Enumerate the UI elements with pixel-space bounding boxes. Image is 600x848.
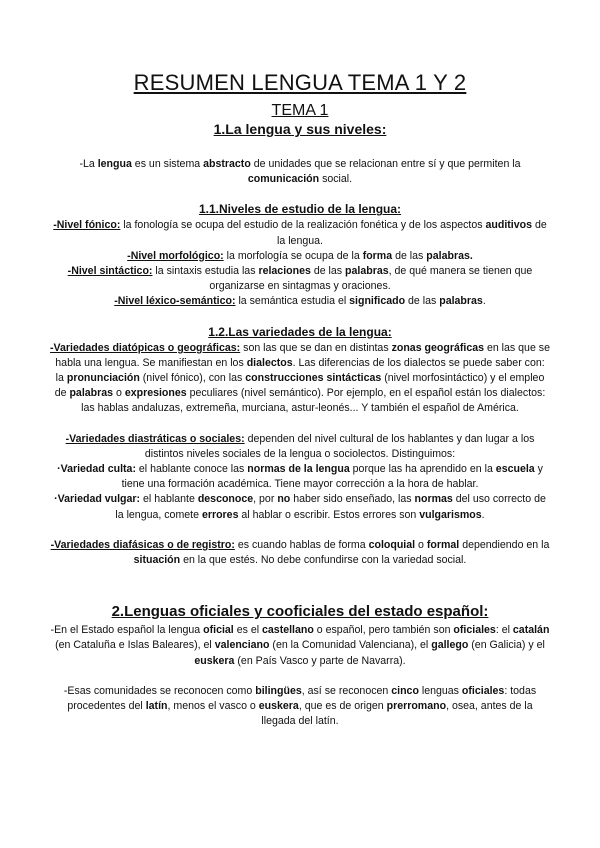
text-run: porque las ha aprendido en la (349, 463, 496, 476)
bold-term: euskera (258, 700, 299, 713)
term-label: -Nivel morfológico: (127, 249, 224, 262)
text-run: de las (310, 265, 346, 278)
text-run: la sintaxis estudia las (152, 265, 259, 278)
text-run: (en la Comunidad Valenciana), el (269, 639, 432, 652)
text-run: peculiares (nivel semántico). Por ejemplo, en el español están los dialectos: las hablas andaluzas, extremeña, murciana, astur-leonés... Y también el español de América. (81, 387, 546, 415)
text-run: -La (79, 158, 98, 170)
nivel-fonico (50, 218, 550, 248)
term-label: -Variedades diastráticas o sociales: (65, 432, 245, 445)
bold-term: oficiales (453, 624, 496, 637)
term-label: -Variedades diatópicas o geográficas: (50, 341, 241, 354)
bold-term: lengua (97, 158, 132, 170)
bold-term: comunicación (247, 173, 320, 186)
text-run: , de qué manera se tienen que organizarse en sintagmas y oraciones. (209, 265, 533, 293)
bold-term: oficiales (461, 684, 505, 697)
variedades-diafasicas (50, 538, 550, 568)
text-run: de la lengua. (277, 219, 547, 247)
bold-term: errores (201, 508, 239, 521)
bold-term: castellano (262, 624, 314, 637)
bold-term: forma (362, 249, 393, 262)
section-1-1-heading: 1.1.Niveles de estudio de la lengua: (198, 202, 402, 217)
text-run: de unidades que se relacionan entre sí y que permiten la (250, 158, 521, 170)
text-run: y tiene una formación académica. Tiene mayor corrección a la hora de hablar. (121, 463, 543, 491)
bold-term: bilingües (255, 684, 302, 697)
text-run: la morfología se ocupa de la (223, 249, 363, 262)
text-run: lenguas (418, 684, 462, 697)
tema-heading: TEMA 1 (271, 102, 329, 119)
bold-term: no (277, 493, 291, 506)
text-run: , que es de origen (298, 700, 387, 713)
lenguas-oficiales (50, 623, 550, 669)
bold-term: euskera (194, 654, 235, 667)
bold-term: cinco (391, 684, 419, 697)
text-run: es un sistema (131, 158, 204, 170)
text-run: del uso correcto de la lengua, comete (115, 493, 546, 521)
bold-term: pronunciación (66, 372, 140, 385)
bold-term: oficial (203, 624, 234, 637)
bold-term: prerromano (386, 700, 447, 713)
bold-term: palabras (345, 265, 389, 278)
term-label: -Variedades diafásicas o de registro: (50, 538, 235, 551)
bold-term: palabras (439, 295, 483, 308)
text-run: . (481, 508, 485, 521)
text-run: -Esas comunidades se reconocen como (63, 684, 256, 697)
bold-term: catalán (512, 624, 550, 637)
text-run: de las (405, 295, 440, 308)
text-run: en las que se habla una lengua. Se manifiestan en los (55, 341, 550, 369)
bold-term: escuela (495, 463, 535, 476)
term-label: -Nivel sintáctico: (67, 265, 153, 278)
intro-paragraph (50, 157, 550, 187)
text-run: de las (392, 249, 427, 262)
text-run: al hablar o escribir. Estos errores son (238, 508, 420, 521)
bold-term: situación (133, 554, 181, 567)
section-1-heading: 1.La lengua y sus niveles: (213, 121, 387, 137)
text-run: o español, pero también son (313, 624, 454, 637)
bold-term: construcciones sintácticas (245, 372, 382, 385)
bold-term: palabras. (426, 249, 473, 262)
bold-term: gallego (431, 639, 469, 652)
term-label: -Nivel fónico: (53, 219, 121, 232)
bold-term: normas (414, 493, 453, 506)
bold-term: dialectos (246, 356, 293, 369)
text-run: : todas procedentes del (67, 684, 537, 713)
section-1-2-heading: 1.2.Las variedades de la lengua: (208, 324, 392, 339)
bold-term: palabras (69, 387, 114, 400)
text-run: el hablante (140, 493, 198, 506)
bold-term: vulgarismos (419, 508, 482, 521)
bold-term: auditivos (485, 219, 533, 232)
text-run: social. (319, 173, 353, 186)
text-run: es el (233, 624, 263, 637)
text-run: la semántica estudia el (235, 295, 350, 308)
text-run: la fonología se ocupa del estudio de la realización fonética y de los aspectos (120, 219, 486, 232)
bold-term: latín (145, 700, 168, 713)
text-run: , por (253, 493, 278, 506)
variedad-vulgar (50, 492, 550, 522)
text-run: (en Cataluña e Islas Baleares), el (55, 639, 215, 652)
bold-term: significado (349, 295, 406, 308)
text-run: (en País Vasco y parte de Navarra). (234, 654, 406, 667)
text-run: , menos el vasco o (167, 700, 259, 713)
section-2-heading: 2.Lenguas oficiales y cooficiales del estado español: (111, 603, 489, 621)
text-run: dependiendo en la (459, 538, 550, 551)
bold-term: desconoce (197, 493, 254, 506)
variedades-diatopicas (50, 341, 550, 417)
nivel-sintactico (50, 264, 550, 294)
nivel-morfologico (50, 249, 550, 264)
bold-term: ·Variedad vulgar: (54, 493, 141, 506)
text-run: : el (495, 624, 513, 637)
variedad-culta (50, 462, 550, 492)
text-run: son las que se dan en distintas (240, 341, 392, 354)
bold-term: zonas geográficas (391, 341, 484, 354)
text-run: el hablante conoce las (135, 463, 248, 476)
bold-term: expresiones (124, 387, 187, 400)
bold-term: ·Variedad culta: (57, 463, 136, 476)
document-page (50, 70, 550, 729)
text-run: . Las diferencias de los dialectos se puede saber con: la (55, 356, 545, 385)
nivel-lexico-semantico (50, 294, 550, 309)
text-run: es cuando hablas de forma (234, 538, 369, 551)
text-run: (en Galicia) y el (468, 639, 545, 652)
text-run: (nivel fónico), con las (139, 372, 246, 385)
bold-term: formal (426, 538, 460, 551)
text-run: o (113, 387, 125, 400)
bold-term: relaciones (258, 265, 311, 278)
text-run: (nivel morfosintáctico) y el empleo de (54, 372, 545, 400)
term-label: -Nivel léxico-semántico: (114, 295, 236, 308)
document-title: RESUMEN LENGUA TEMA 1 Y 2 (133, 70, 467, 95)
bold-term: normas de la lengua (247, 463, 350, 476)
bold-term: coloquial (368, 538, 416, 551)
bold-term: abstracto (203, 158, 251, 170)
text-run: -En el Estado español la lengua (50, 624, 204, 637)
bold-term: valenciano (214, 639, 270, 652)
variedades-diastraticas (50, 432, 550, 462)
text-run: o (415, 538, 427, 551)
text-run: dependen del nivel cultural de los hablantes y dan lugar a los distintos niveles sociales de la lengua o sociolectos. Distinguimos: (144, 432, 535, 460)
comunidades-bilingues (50, 684, 550, 730)
text-run: , así se reconocen (301, 684, 392, 697)
text-run: en la que estés. No debe confundirse con la variedad social. (180, 554, 467, 567)
text-run: . (482, 295, 486, 308)
text-run: , osea, antes de la llegada del latín. (261, 700, 533, 728)
text-run: haber sido enseñado, las (290, 493, 415, 506)
